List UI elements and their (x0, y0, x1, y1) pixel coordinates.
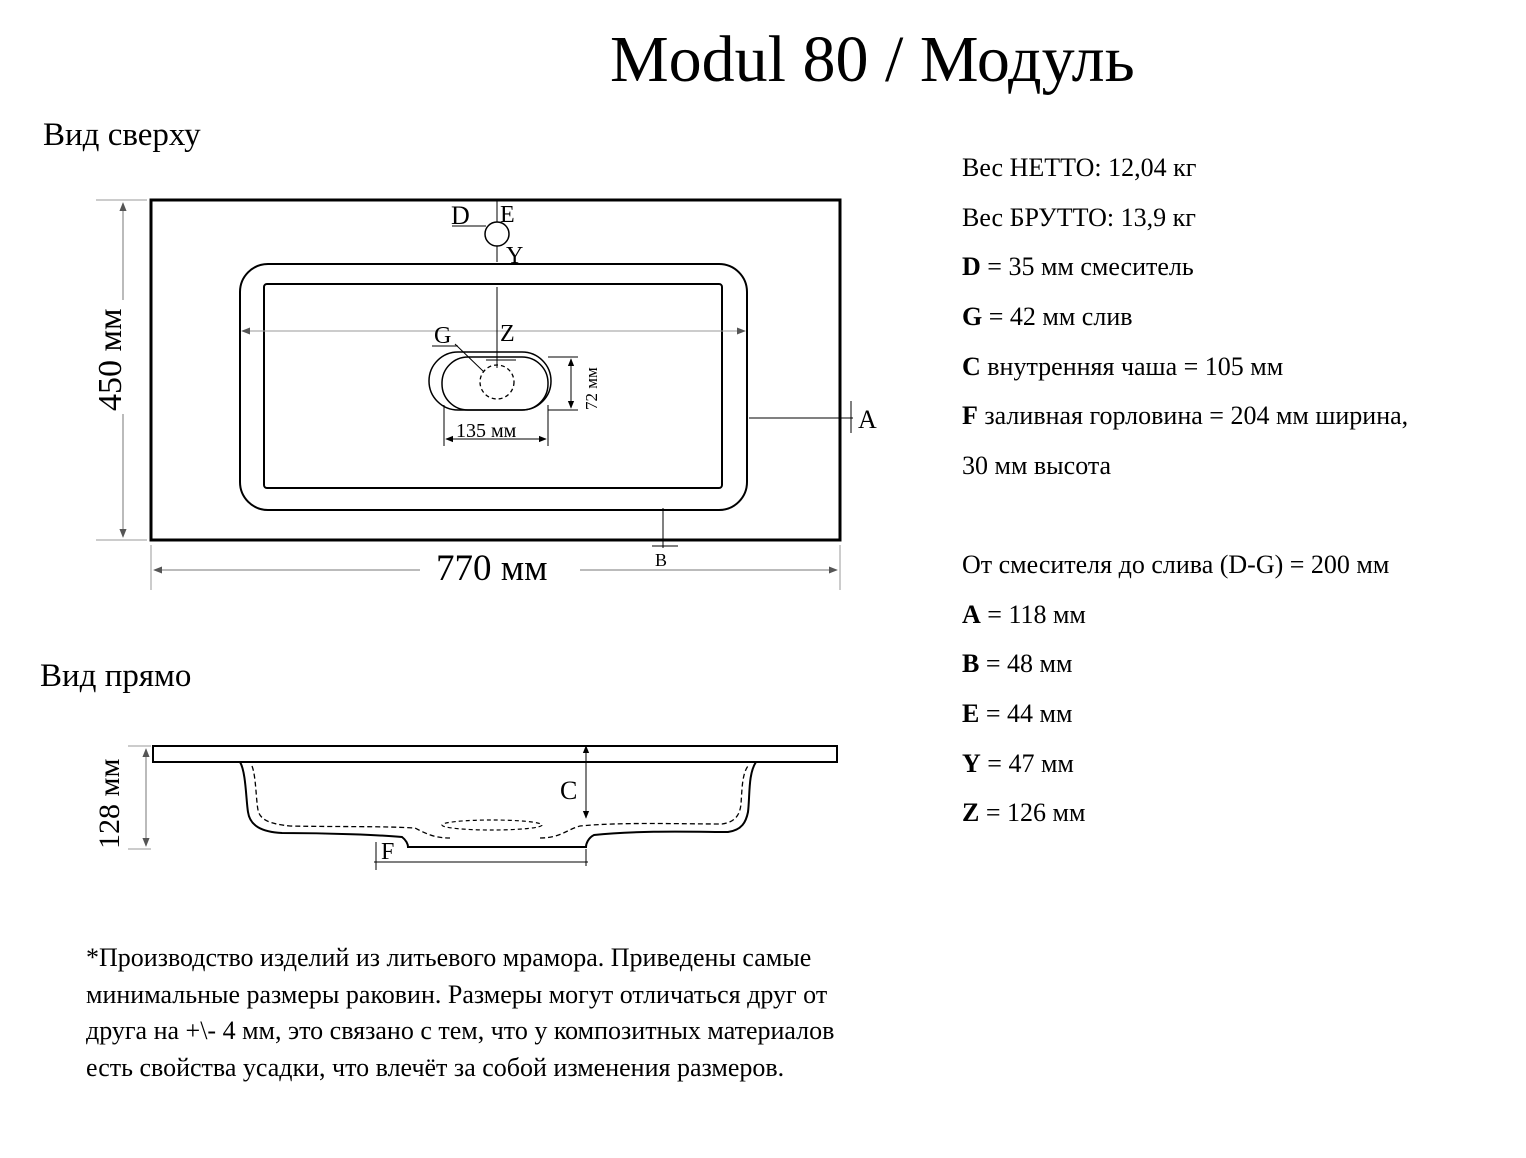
net-weight: Вес НЕТТО: 12,04 кг (962, 153, 1197, 182)
bowl-outer-rim (240, 264, 747, 510)
top-view-heading: Вид сверху (43, 117, 201, 153)
spec-a-text: = 118 мм (980, 599, 1086, 629)
spec-z (962, 795, 1408, 845)
spec-c-text: внутренняя чаша = 105 мм (980, 351, 1284, 381)
spec-f-key: F (962, 401, 978, 431)
spec-e-text: = 44 мм (979, 698, 1073, 728)
spec-z-text: = 126 мм (979, 798, 1086, 828)
drain-height-label: 72 мм (582, 367, 601, 410)
spec-f (962, 398, 1408, 448)
mark-y: Y (506, 243, 524, 269)
mark-g: G (434, 323, 452, 349)
production-note: *Производство изделий из литьевого мрамора. Приведены самые минимальные размеры раковин. Размеры могут отличаться друг от друга на +\- 4 мм, это связано с тем, что у композитных материалов есть свойства усадки, что влечёт за собой изменения размеров. (86, 943, 835, 1082)
top-view-drawing (92, 200, 877, 590)
drain-width-label: 135 мм (456, 420, 517, 442)
drain-hole (480, 365, 514, 399)
mark-b: B (655, 550, 668, 570)
width-dimension-label: 770 мм (436, 548, 548, 589)
spec-b (962, 646, 1408, 696)
drain-outer (429, 352, 551, 410)
height-dimension-label: 450 мм (92, 308, 129, 411)
bowl-inner (264, 284, 722, 488)
spec-d (962, 249, 1408, 299)
mark-z: Z (500, 321, 515, 347)
mark-d: D (451, 201, 470, 230)
spec-e (962, 696, 1408, 746)
gross-weight: Вес БРУТТО: 13,9 кг (962, 202, 1196, 232)
spec-list (962, 150, 1408, 845)
spec-c-key: C (962, 351, 981, 381)
mark-a: A (858, 405, 877, 434)
spec-d-key: D (962, 252, 981, 282)
spec-g-text: = 42 мм слив (982, 302, 1133, 332)
mark-f: F (381, 839, 395, 865)
basin-inner-dashed (252, 766, 748, 838)
mark-c: C (560, 776, 578, 805)
spec-d-text: = 35 мм смеситель (980, 252, 1194, 282)
spec-b-key: B (962, 649, 980, 679)
spec-y-text: = 47 мм (980, 748, 1074, 778)
basin-profile (240, 762, 756, 847)
mark-e: E (500, 202, 515, 228)
spec-z-key: Z (962, 798, 980, 828)
front-view-heading: Вид прямо (40, 658, 192, 694)
spec-c (962, 349, 1408, 399)
spec-g-key: G (962, 302, 983, 332)
spec-f-text: заливная горловина = 204 мм ширина, (977, 401, 1409, 431)
spec-a-key: A (962, 599, 981, 629)
spec-g (962, 299, 1408, 349)
drain-section (442, 820, 542, 830)
spec-dg: От смесителя до слива (D-G) = 200 мм (962, 549, 1390, 579)
front-height-label: 128 мм (93, 758, 126, 849)
front-view-drawing (93, 746, 837, 870)
spec-y-key: Y (962, 748, 981, 778)
spec-e-key: E (962, 698, 980, 728)
spec-y (962, 746, 1408, 796)
countertop-slab (153, 746, 837, 762)
spec-b-text: = 48 мм (979, 649, 1073, 679)
spec-f-continued: 30 мм высота (962, 451, 1112, 481)
page-title: Modul 80 / Модуль (610, 23, 1135, 96)
spec-a (962, 597, 1408, 647)
